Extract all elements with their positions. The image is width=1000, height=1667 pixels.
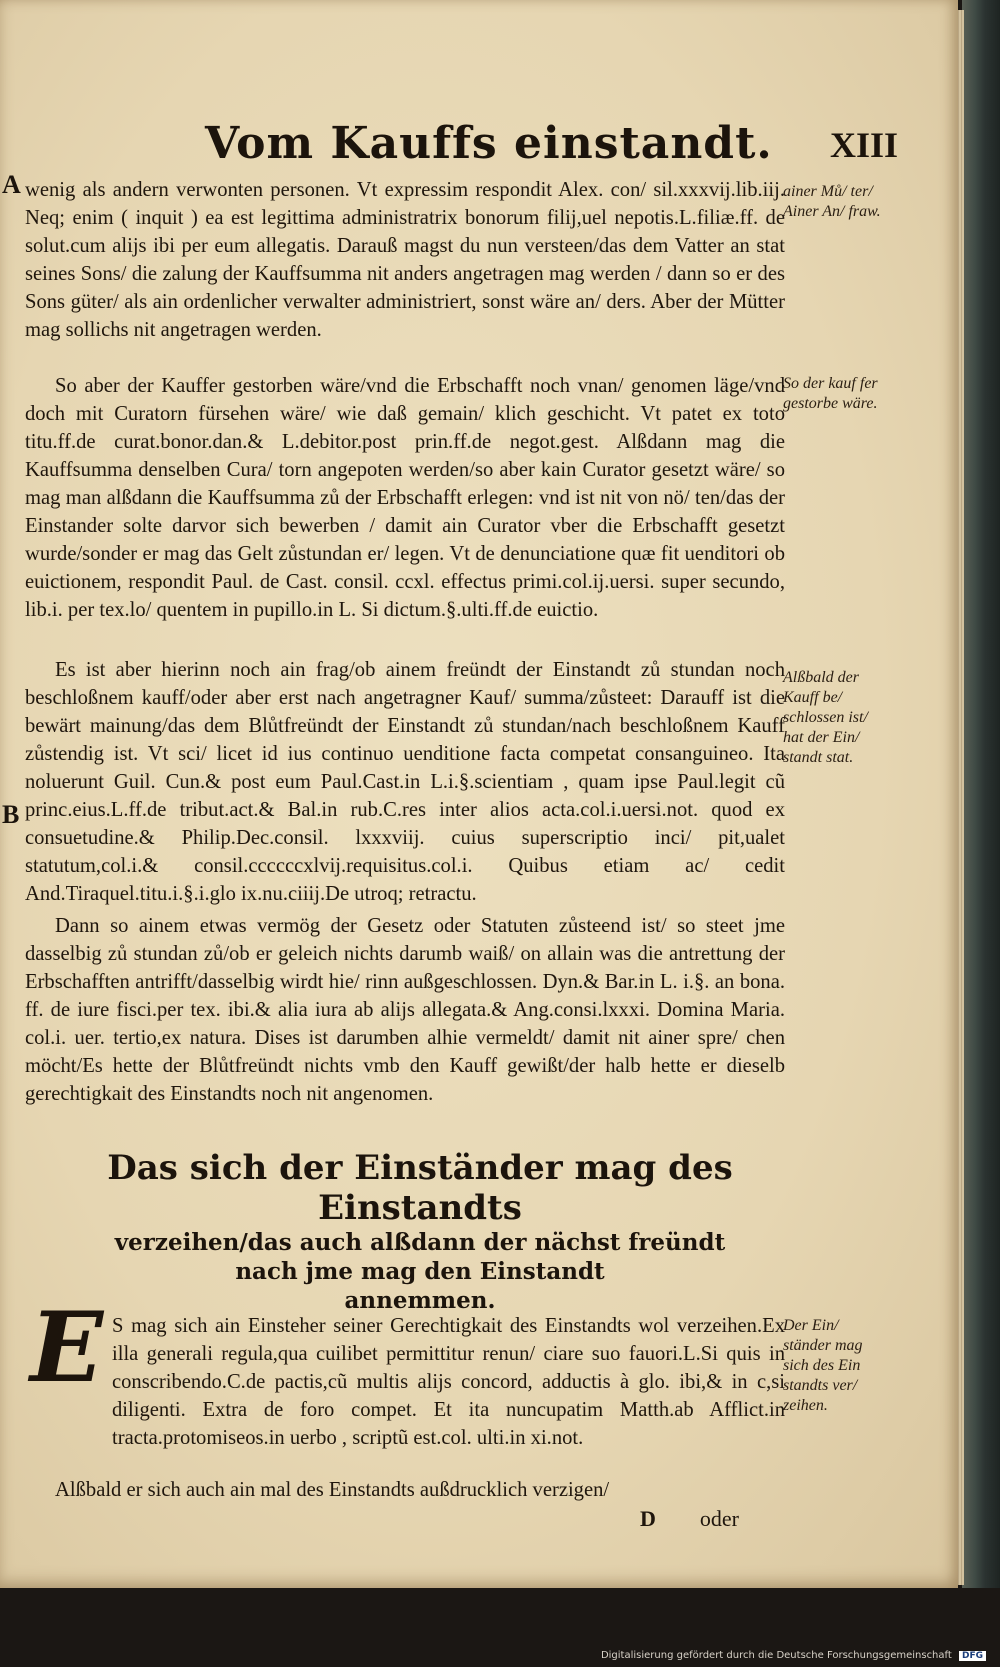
section-heading-line-4: annemmen. [344,1287,496,1314]
catchword-word: oder [699,1506,739,1531]
decorated-initial: E [30,1291,104,1404]
catchword [640,1506,739,1532]
folio-number: XIII [830,125,899,165]
book-cover-edge [962,0,1000,1667]
section-last-line: Alßbald er sich auch ain mal des Einstandts außdrucklich verzigen/ [55,1479,610,1501]
section-heading-line-3: nach jme mag den Einstandt [235,1258,605,1285]
catchword-signature: D [640,1506,656,1531]
paragraph-3: Es ist aber hierinn noch ain frag/ob ainem freündt der Einstandt zů stundan noch beschloßnem kauff/oder aber erst nach angetragner Kauf/ summa/zůsteet: Darauff ist die bewärt mainung/das dem Blůtfreündt der Einstandt zů stundan/nach beschloßnem Kauff zůstendig ist. Vt sci/ licet id ius continuo uenditione facta competat consanguineo. Ita noluerunt Guil. Cun.& post eum Paul.Cast.in L.i.§.scientiam , quam ipse Paul.legit cũ princ.eius.L.ff.de tribut.act.& Bal.in rub.C.res inter alios acta.col.i.uersi.not. quod ex consuetudine.& Philip.Dec.consil. lxxxviij. cuius superscriptio inci/ pit,ualet statutum,col.i.& consil.ccccccxlvij.requisitus.col.i. Quibus etiam ac/ cedit And.Tiraquel.titu.i.§.i.glo ix.nu.ciiij.De utroq; retractu. [25,659,785,905]
margin-note-4: Der Ein/ ständer mag sich des Ein standts ver/ zeihen. [783,1317,863,1414]
section-heading-line-2: verzeihen/das auch alßdann der nächst freündt [114,1229,726,1256]
paragraph-2: So aber der Kauffer gestorben wäre/vnd die Erbschafft noch vnan/ genomen läge/vnd doch mit Curatorn fürsehen wäre/ wie daß gemain/ klich geschicht. Vt patet ex toto titu.ff.de curat.bonor.dan.& L.debitor.post prin.ff.de negot.gest. Alßdann mag die Kauffsumma denselben Cura/ torn angepoten werden/so aber kain Curator gesetzt wäre/ so mag man alßdann die Kauffsumma zů der Erbschafft erlegen: vnd ist nit von nö/ ten/das der Einstander solte darvor sich bewerben / damit ain Curator vber die Erbschafft gesetzt wurde/sonder er mag das Gelt zůstundan er/ legen. Vt de denunciatione quæ fit uenditori ob euictionem, respondit Paul. de Cast. consil. ccxl. effectus primi.col.ij.uersi. super secundo, lib.i. per tex.lo/ quentem in pupillo.in L. Si dictum.§.ulti.ff.de euictio. [25,375,785,621]
running-head [0,118,958,178]
section-heading-line-1: Das sich der Einständer mag des Einstandts [107,1148,733,1228]
section-body-text: S mag sich ain Einsteher seiner Gerechtigkait des Einstandts wol verzeihen.Ex illa generali regula,qua cuilibet permittitur renun/ ciare suo fauori.L.Si quis in conscribendo.C.de pactis,cũ multis alijs concord, adductis à glo. ibi,& in c,si diligenti. Extra de foro compet. Et ita nuncupatim Matth.ab Afflict.in tracta.protomiseos.in uerbo , scriptũ est.col. ulti.in xi.not. [112,1315,785,1449]
dfg-logo: DFG [959,1651,986,1661]
paragraph-4: Dann so ainem etwas vermög der Gesetz oder Statuten zůsteend ist/ so steet jme dasselbig zů stundan zů/ob er geleich nichts darumb waiß/ on allain was die antrettung der Erbschafften antrifft/dasselbig wirdt hie/ rinn außgeschlossen. Dyn.& Bar.in L. i.§. an bona. ff. de iure fisci.per tex. ibi.& alia iura ab alijs allegata.& Ang.consi.lxxxi. Domina Maria. col.i. uer. tertio,ex natura. Dises ist darumben alhie vermeldt/ damit nit ainer spre/ chen möcht/Es hette der Blůtfreündt nichts vmb den Kauff gewißt/der halb hette er dieselb gerechtigkait des Einstandts noch nit angenomen. [25,915,785,1105]
margin-note-1: ainer Mů/ ter/ Ainer An/ fraw. [783,183,881,220]
margin-note-3: Alßbald der Kauff be/ schlossen ist/ hat der Ein/ standt stat. [783,669,868,766]
footer-credit-text: Digitalisierung gefördert durch die Deutsche Forschungsgemeinschaft [600,1650,952,1661]
footer-credit [601,1650,986,1664]
section-heading [70,1148,770,1315]
signature-mark-a: A [2,170,21,199]
margin-note-2: So der kauf fer gestorbe wäre. [783,375,878,412]
paragraph-1: wenig als andern verwonten personen. Vt expressim respondit Alex. con/ sil.xxxvij.lib.iij. Neq; enim ( inquit ) ea est legittima administratrix bonorum filij,uel nepotis.L.filiæ.ff. de solut.cum alijs ibi per eum allegatis. Darauß magst du nun versteen/das dem Vatter an stat seines Sons/ die zalung der Kauffsumma nit anders angetragen mag werden / dann so er des Sons güter/ als ain ordenlicher verwalter administriert, sonst wäre an/ ders. Aber der Mütter mag sollichs nit angetragen werden. [25,179,785,341]
signature-mark-b: B [2,800,20,829]
running-title: Vom Kauffs einstandt. [205,118,773,169]
